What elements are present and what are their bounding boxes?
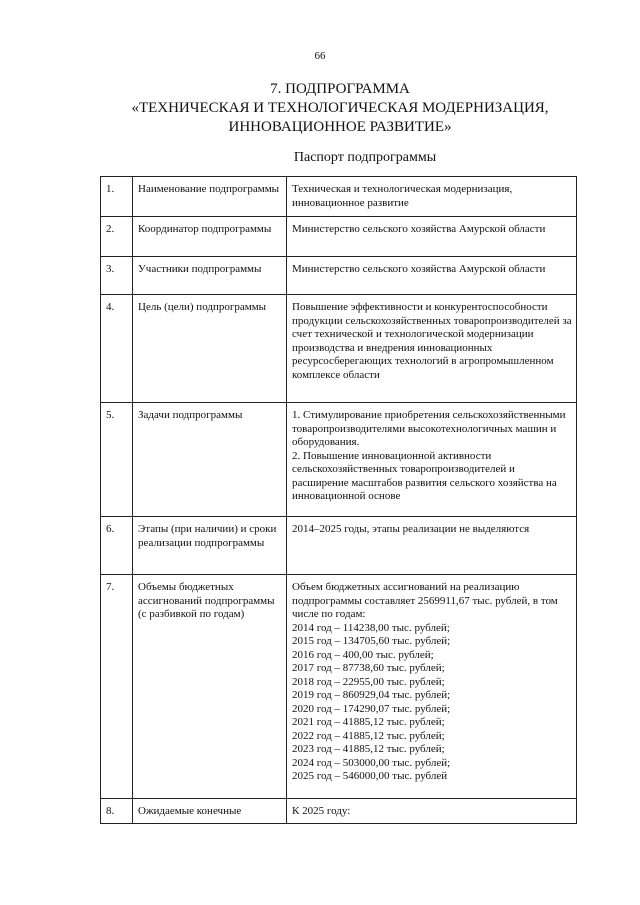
row-number: 5. [101,403,133,517]
row-number: 2. [101,217,133,257]
row-number: 7. [101,575,133,799]
row-number: 1. [101,177,133,217]
row-label: Объемы бюджетных ассигнований подпрограммы (с разбивкой по годам) [133,575,287,799]
row-label: Координатор подпрограммы [133,217,287,257]
title-line-2: «ТЕХНИЧЕСКАЯ И ТЕХНОЛОГИЧЕСКАЯ МОДЕРНИЗАЦИЯ, [131,100,549,116]
budget-year: 2021 год – 41885,12 тыс. рублей; [292,716,445,728]
row-label: Ожидаемые конечные [133,799,287,824]
row-label: Наименование подпрограммы [133,177,287,217]
budget-year: 2018 год – 22955,00 тыс. рублей; [292,675,445,688]
table-row [101,217,577,257]
row-label: Задачи подпрограммы [133,403,287,517]
row-label: Этапы (при наличии) и сроки реализации подпрограммы [133,517,287,575]
passport-table [100,176,577,824]
row-value: Техническая и технологическая модернизация, инновационное развитие [287,177,577,217]
budget-year: 2023 год – 41885,12 тыс. рублей; [292,743,445,755]
budget-year: 2022 год – 41885,12 тыс. рублей; [292,729,445,742]
table-row [101,799,577,824]
budget-year: 2024 год – 503000,00 тыс. рублей; [292,756,451,769]
subprogram-title [110,80,570,137]
row-number: 3. [101,257,133,295]
passport-title: Паспорт подпрограммы [293,150,437,165]
budget-total: Объем бюджетных ассигнований на реализацию подпрограммы составляет 2569911,67 тыс. рублей, в том числе по годам: [292,581,558,620]
page-number: 66 [314,50,326,62]
row-number: 4. [101,295,133,403]
row-value: Министерство сельского хозяйства Амурской области [287,217,577,257]
task-item: 2. Повышение инновационной активности сельскохозяйственных товаропроизводителей и расширение масштабов развития сельского хозяйства на инновационной основе [292,449,557,502]
budget-year: 2015 год – 134705,60 тыс. рублей; [292,635,451,647]
row-number: 6. [101,517,133,575]
budget-year: 2014 год – 114238,00 тыс. рублей; [292,621,450,634]
budget-year: 2019 год – 860929,04 тыс. рублей; [292,689,451,701]
row-value: 2014–2025 годы, этапы реализации не выделяются [287,517,577,575]
table-row [101,295,577,403]
table-row [101,403,577,517]
row-value: Министерство сельского хозяйства Амурской области [287,257,577,295]
row-label: Участники подпрограммы [133,257,287,295]
table-row [101,257,577,295]
title-line-1: 7. ПОДПРОГРАММА [270,81,410,97]
row-value [287,403,577,517]
table-row [101,517,577,575]
row-number: 8. [101,799,133,824]
budget-year: 2016 год – 400,00 тыс. рублей; [292,648,434,661]
budget-year: 2020 год – 174290,07 тыс. рублей; [292,702,451,715]
table-row [101,575,577,799]
budget-year: 2017 год – 87738,60 тыс. рублей; [292,662,445,674]
title-line-3: ИННОВАЦИОННОЕ РАЗВИТИЕ» [228,119,452,135]
budget-year: 2025 год – 546000,00 тыс. рублей [292,770,448,782]
table-row [101,177,577,217]
row-value: К 2025 году: [287,799,577,824]
row-value [287,575,577,799]
task-item: 1. Стимулирование приобретения сельскохозяйственными товаропроизводителями высокотехнологичных машин и оборудования. [292,409,566,448]
row-label: Цель (цели) подпрограммы [133,295,287,403]
row-value: Повышение эффективности и конкурентоспособности продукции сельскохозяйственных товаропроизводителей за счет технической и технологической модернизации производства и внедрения инновационных ресурсосберегающих технологий в агропромышленном комплексе области [287,295,577,403]
